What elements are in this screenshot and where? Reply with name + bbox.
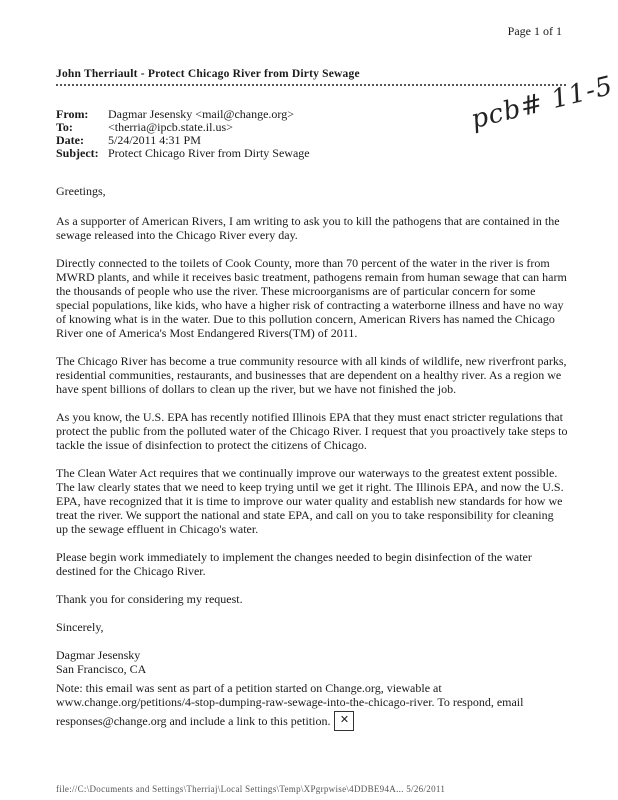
title-divider [56, 84, 566, 86]
paragraph-6: Please begin work immediately to implement the changes needed to begin disinfection of the water destined for the Chicago River. [56, 550, 532, 578]
subject-row [56, 147, 310, 160]
paragraph-4: As you know, the U.S. EPA has recently notified Illinois EPA that they must enact stricter regulations that protect the public from the polluted water of the Chicago River. I request that you proactively take steps to tackle the issue of disinfection to protect the citizens of Chicago. [56, 410, 568, 452]
date-label: Date: [56, 133, 84, 147]
to-label: To: [56, 120, 73, 134]
print-footer: file://C:\Documents and Settings\Therriaj\Local Settings\Temp\XPgrpwise\4DDBE94A... 5/26/2011 [56, 784, 446, 794]
greeting: Greetings, [56, 184, 106, 198]
paragraph-1: As a supporter of American Rivers, I am writing to ask you to kill the pathogens that are contained in the sewage released into the Chicago River every day. [56, 214, 560, 242]
closing: Sincerely, [56, 620, 104, 634]
note-line-2: www.change.org/petitions/4-stop-dumping-raw-sewage-into-the-chicago-river. To respond, email [56, 695, 524, 709]
email-body [56, 184, 568, 690]
email-header [56, 108, 310, 160]
note-line-3: responses@change.org and include a link to this petition. [56, 714, 331, 728]
paragraph-3: The Chicago River has become a true community resource with all kinds of wildlife, new riverfront parks, residential communities, restaurants, and businesses that are dependent on a healthy river. As a region we have spent billions of dollars to clean up the river, but we have not finished the job. [56, 354, 567, 396]
paragraph-2: Directly connected to the toilets of Cook County, more than 70 percent of the water in the river is from MWRD plants, and while it receives basic treatment, pathogens remain from human sewage that can harm the thousands of people who use the river. These microorganisms are of particular concern for some special populations, like kids, who have a higher risk of contracting a waterborne illness and have no way of knowing what is in the water. Due to this pollution concern, American Rivers has named the Chicago River one of America's Most Endangered Rivers(TM) of 2011. [56, 256, 567, 340]
from-label: From: [56, 107, 89, 121]
subject-label: Subject: [56, 146, 99, 160]
broken-image-icon: ✕ [334, 711, 354, 731]
to-value: <therria@ipcb.state.il.us> [108, 120, 233, 134]
paragraph-5: The Clean Water Act requires that we continually improve our waterways to the greatest extent possible. The law clearly states that we need to keep trying until we get it right. The Illinois EPA, and now the U.S. EPA, have recognized that it is time to improve our water quality and establish new standards for how we treat the river. We support the national and state EPA, and call on you to take responsibility for cleaning up the sewage effluent in Chicago's water. [56, 466, 564, 536]
date-value: 5/24/2011 4:31 PM [108, 133, 201, 147]
note-line-3-row [56, 711, 568, 731]
signer-location: San Francisco, CA [56, 662, 147, 676]
signer-name: Dagmar Jesensky [56, 648, 141, 662]
page-number: Page 1 of 1 [507, 24, 562, 38]
email-title: John Therriault - Protect Chicago River from Dirty Sewage [56, 68, 360, 80]
subject-value: Protect Chicago River from Dirty Sewage [108, 146, 310, 160]
paragraph-7: Thank you for considering my request. [56, 592, 243, 606]
note-line-1: Note: this email was sent as part of a petition started on Change.org, viewable at [56, 681, 442, 695]
from-value: Dagmar Jesensky <mail@change.org> [108, 107, 294, 121]
petition-note [56, 681, 568, 731]
handwritten-annotation: pcb# 11-5 [468, 70, 617, 136]
